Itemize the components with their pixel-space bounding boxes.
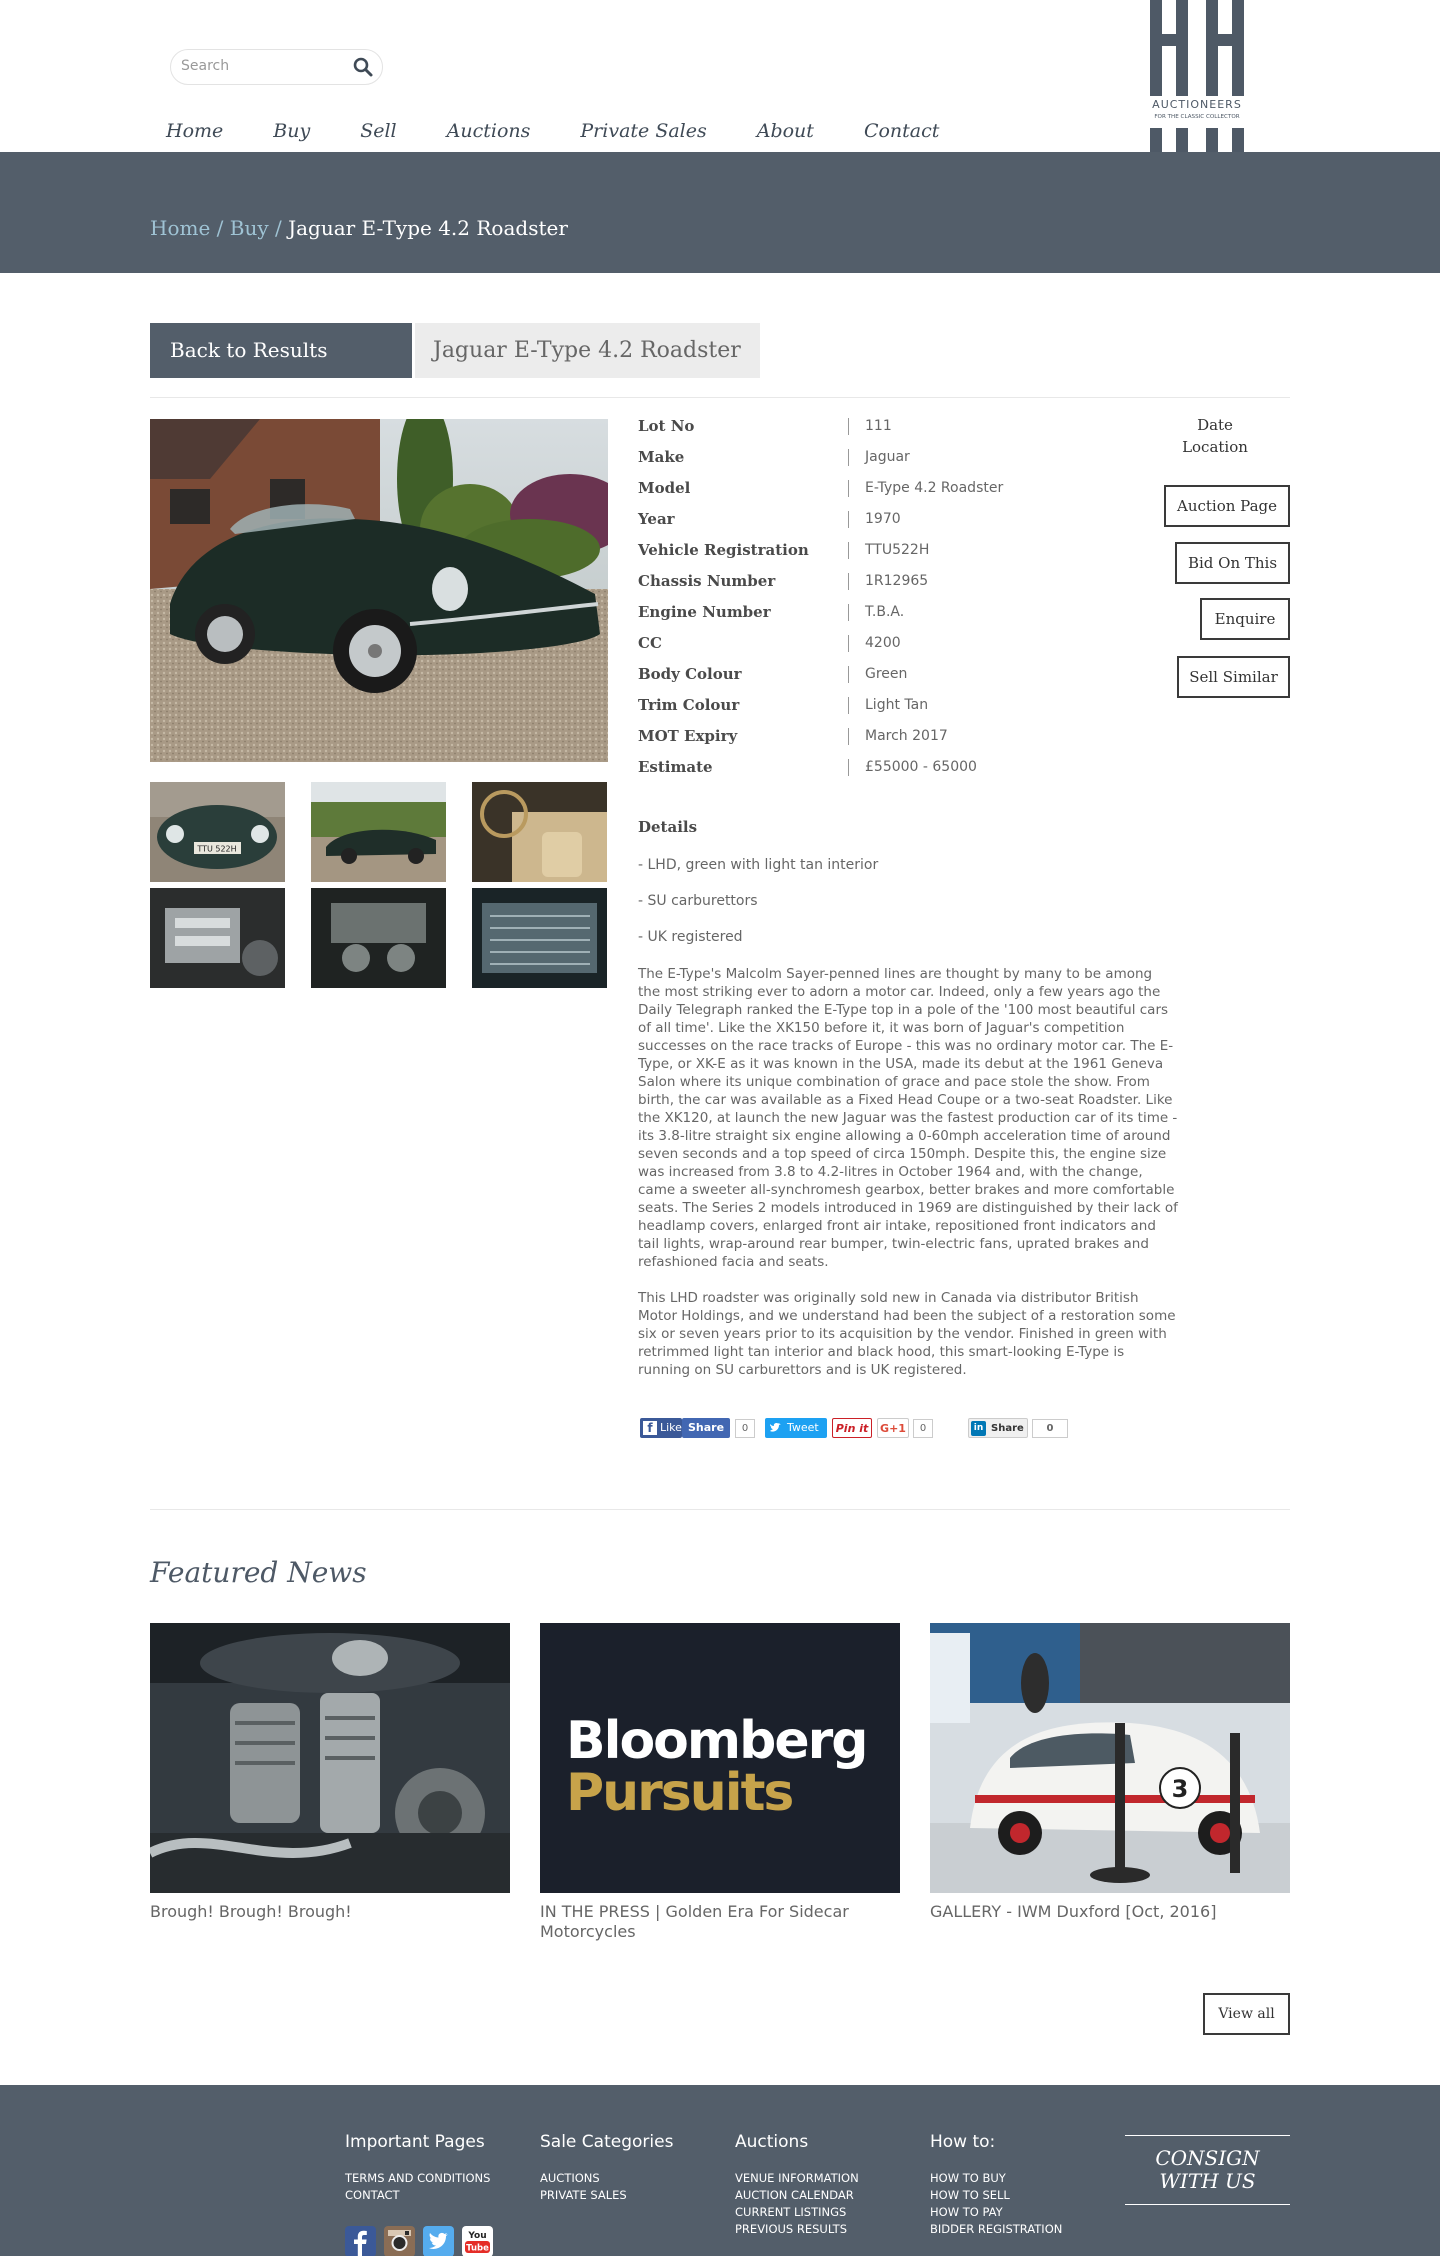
footer-col-title: Sale Categories [540, 2132, 674, 2152]
thumbnail-documents[interactable] [472, 888, 607, 988]
spec-value: £55000 - 65000 [865, 759, 977, 775]
spec-row-make [638, 448, 1058, 479]
footer-col-sale-categories [540, 2132, 673, 2204]
news-caption[interactable]: GALLERY - IWM Duxford [Oct, 2016] [930, 1902, 1217, 1921]
back-to-results-button[interactable]: Back to Results [150, 323, 412, 378]
spec-label: Year [638, 510, 675, 528]
footer-link[interactable]: BIDDER REGISTRATION [930, 2222, 1063, 2236]
search-box [170, 49, 383, 85]
news-caption[interactable]: IN THE PRESS | Golden Era For Sidecar Motorcycles [540, 1902, 849, 1941]
spec-value: 1R12965 [865, 573, 929, 589]
footer-link[interactable]: HOW TO BUY [930, 2171, 1006, 2185]
footer-link[interactable]: PREVIOUS RESULTS [735, 2222, 847, 2236]
nav-about[interactable]: About [756, 120, 814, 142]
like-label: Like [660, 1421, 682, 1434]
thumbnail-image [311, 888, 446, 988]
spec-row-year [638, 510, 1058, 541]
thumbnail-image [472, 782, 607, 882]
spec-label: Chassis Number [638, 572, 776, 590]
nav-private-sales[interactable]: Private Sales [580, 120, 707, 142]
linkedin-share-button[interactable] [968, 1418, 1028, 1438]
spec-label: Model [638, 479, 691, 497]
instagram-icon[interactable] [384, 2226, 415, 2256]
lot-title: Jaguar E-Type 4.2 Roadster [415, 323, 760, 378]
spec-divider [848, 666, 849, 683]
date-location [1160, 414, 1270, 458]
porsche-gallery-photo [930, 1623, 1290, 1893]
spec-label: Engine Number [638, 603, 771, 621]
bloomberg-pursuits-logo [540, 1623, 900, 1893]
featured-news-heading: Featured News [150, 1556, 367, 1589]
spec-row-trim-colour [638, 696, 1058, 727]
footer-link[interactable]: AUCTIONS [540, 2171, 600, 2185]
spec-value: 1970 [865, 511, 901, 527]
spec-divider [848, 759, 849, 776]
pinterest-button[interactable]: Pin it [832, 1418, 872, 1438]
details-heading: Details [638, 818, 698, 836]
spec-divider [848, 635, 849, 652]
footer-link[interactable]: HOW TO PAY [930, 2205, 1003, 2219]
divider [150, 397, 1290, 398]
consign-line: WITH US [1159, 2169, 1256, 2193]
logo-name: AUCTIONEERS [1152, 98, 1242, 111]
facebook-icon[interactable] [345, 2226, 376, 2256]
car-number: 3 [1171, 1775, 1189, 1803]
thumbnail-engine[interactable] [311, 888, 446, 988]
spec-value: 111 [865, 418, 892, 434]
nav-sell[interactable]: Sell [360, 120, 397, 142]
main-photo[interactable] [150, 419, 608, 762]
footer-link[interactable]: AUCTION CALENDAR [735, 2188, 854, 2202]
tweet-label: Tweet [787, 1421, 819, 1434]
sell-similar-button[interactable]: Sell Similar [1177, 656, 1290, 698]
spec-row-model [638, 479, 1058, 510]
facebook-share-count: 0 [735, 1419, 755, 1438]
breadcrumb-band [0, 152, 1440, 273]
spec-value: March 2017 [865, 728, 948, 744]
spec-value: 4200 [865, 635, 901, 651]
thumbnail-image [472, 888, 607, 988]
breadcrumb [150, 216, 568, 240]
gplus-button[interactable]: G+1 [877, 1418, 909, 1438]
site-footer [0, 2085, 1440, 2256]
spec-row-cc [638, 634, 1058, 665]
car-photo [150, 419, 608, 762]
youtube-tube: Tube [466, 2243, 489, 2254]
breadcrumb-buy[interactable]: Buy [229, 216, 269, 240]
spec-row-lot-no [638, 417, 1058, 448]
details-paragraph: The E-Type's Malcolm Sayer-penned lines are thought by many to be among the most striking ever to adorn a motor car. Indeed, only a few years ago the Daily Telegraph ranked the E-Type top in a pole of the '100 most beautiful cars of all time'. Like the XK150 before it, it was born of Jaguar's competition successes on the race tracks of Europe - this was no ordinary motor car. The E-Type, or XK-E as it was known in the USA, made its debut at the 1961 Geneva Salon where its unique combination of grace and pace stole the show. From birth, the car was available as a Fixed Head Coupe or a two-seat Roadster. Like the XK120, at launch the new Jaguar was the fastest production car of its time - its 3.8-litre straight six engine allowing a 0-60mph acceleration time of around seven seconds and a top speed of circa 150mph. Despite this, the engine size was increased from 3.8 to 4.2-litres in October 1964 and, with the change, came a sweeter all-synchromesh gearbox, better brakes and more comfortable seats. The Series 2 models introduced in 1969 are distinguished by their lack of headlamp covers, enlarged front air intake, repositioned front indicators and tail lights, wrap-around rear bumper, twin-electric fans, uprated brakes and refashioned facia and seats. [638, 966, 1178, 1270]
location-label: Location [1182, 438, 1248, 456]
spec-label: CC [638, 634, 662, 652]
logo-line-1: Bloomberg [566, 1711, 867, 1771]
footer-col-auctions [735, 2132, 859, 2238]
spec-divider [848, 480, 849, 497]
spec-divider [848, 449, 849, 466]
linkedin-share-label: Share [991, 1423, 1024, 1434]
youtube-icon[interactable] [462, 2226, 493, 2256]
footer-link[interactable]: VENUE INFORMATION [735, 2171, 859, 2185]
spec-value: E-Type 4.2 Roadster [865, 480, 1004, 496]
motorcycle-engine-photo [150, 1623, 510, 1893]
divider [150, 1509, 1290, 1510]
facebook-icon: f [643, 1421, 657, 1435]
date-label: Date [1197, 416, 1233, 434]
spec-divider [848, 542, 849, 559]
main-nav [166, 120, 989, 150]
spec-row-estimate [638, 758, 1058, 789]
twitter-icon [770, 1423, 781, 1433]
news-caption[interactable]: Brough! Brough! Brough! [150, 1902, 352, 1921]
nav-buy[interactable]: Buy [273, 120, 311, 142]
footer-link[interactable]: HOW TO SELL [930, 2188, 1010, 2202]
linkedin-count: 0 [1032, 1419, 1068, 1438]
spec-label: Body Colour [638, 665, 742, 683]
consign-with-us-link[interactable] [1125, 2135, 1290, 2205]
nav-home[interactable]: Home [166, 120, 224, 142]
logo-line-2: Pursuits [566, 1763, 793, 1823]
details-bullet: - UK registered [638, 929, 743, 945]
details-bullet: - LHD, green with light tan interior [638, 857, 879, 873]
spec-value: Green [865, 666, 908, 682]
breadcrumb-home[interactable]: Home [150, 216, 211, 240]
thumbnail-front[interactable] [150, 782, 285, 882]
footer-col-important-pages [345, 2132, 490, 2204]
search-icon[interactable] [352, 56, 374, 78]
consign-line: CONSIGN [1155, 2146, 1260, 2170]
logo-and: AND [1188, 59, 1206, 68]
youtube-you: You [468, 2231, 487, 2241]
nav-contact[interactable]: Contact [863, 120, 940, 142]
spec-label: Vehicle Registration [638, 541, 809, 559]
spec-value: T.B.A. [865, 604, 905, 620]
footer-link[interactable]: TERMS AND CONDITIONS [345, 2171, 491, 2185]
search-input[interactable] [181, 58, 341, 74]
footer-link[interactable]: CURRENT LISTINGS [735, 2205, 847, 2219]
thumbnail-interior[interactable] [472, 782, 607, 882]
auction-page-button[interactable]: Auction Page [1164, 485, 1290, 527]
details-paragraph: This LHD roadster was originally sold new in Canada via distributor British Motor Holdings, and we understand had been the subject of a restoration some six or seven years prior to its acquisition by the vendor. Finished in green with retrimmed light tan interior and black hood, this smart-looking E-Type is running on SU carburettors and is UK registered. [638, 1290, 1176, 1378]
spec-divider [848, 604, 849, 621]
spec-divider [848, 573, 849, 590]
twitter-icon[interactable] [423, 2226, 454, 2256]
spec-divider [848, 728, 849, 745]
spec-row-registration [638, 541, 1058, 572]
enquire-button[interactable]: Enquire [1200, 598, 1290, 640]
spec-label: Trim Colour [638, 696, 740, 714]
site-header [0, 0, 1440, 152]
spec-label: MOT Expiry [638, 727, 738, 745]
spec-value: Light Tan [865, 697, 929, 713]
linkedin-icon: in [971, 1421, 986, 1436]
gplus-count: 0 [913, 1419, 933, 1438]
nav-auctions[interactable]: Auctions [446, 120, 531, 142]
spec-divider [848, 418, 849, 435]
spec-row-mot-expiry [638, 727, 1058, 758]
logo-tagline: FOR THE CLASSIC COLLECTOR [1154, 114, 1240, 120]
thumbnail-image [150, 888, 285, 988]
spec-value: Jaguar [865, 449, 910, 465]
news-image-bloomberg[interactable] [540, 1623, 900, 1893]
spec-row-engine [638, 603, 1058, 634]
bid-on-this-button[interactable]: Bid On This [1175, 542, 1290, 584]
thumbnail-side[interactable] [311, 782, 446, 882]
details-bullet: - SU carburettors [638, 893, 758, 909]
breadcrumb-sep: / [268, 216, 289, 240]
footer-col-how-to [930, 2132, 1062, 2238]
tweet-button[interactable] [765, 1418, 827, 1438]
spec-row-body-colour [638, 665, 1058, 696]
spec-label: Estimate [638, 758, 713, 776]
spec-label: Make [638, 448, 685, 466]
site-logo[interactable] [1138, 0, 1256, 152]
breadcrumb-current: Jaguar E-Type 4.2 Roadster [288, 216, 568, 240]
footer-link[interactable]: CONTACT [345, 2188, 400, 2202]
news-image-gallery[interactable] [930, 1623, 1290, 1893]
footer-col-title: Important Pages [345, 2132, 485, 2152]
footer-col-title: Auctions [735, 2132, 809, 2152]
spec-label: Lot No [638, 417, 695, 435]
view-all-button[interactable]: View all [1203, 1993, 1290, 2035]
facebook-share-button[interactable]: Share [682, 1418, 730, 1438]
spec-value: TTU522H [865, 542, 930, 558]
news-image-motorcycle[interactable] [150, 1623, 510, 1893]
spec-row-chassis [638, 572, 1058, 603]
thumbnail-engine-bay[interactable] [150, 888, 285, 988]
footer-col-title: How to: [930, 2132, 996, 2152]
breadcrumb-sep: / [210, 216, 230, 240]
plate-text: TTU 522H [197, 844, 237, 854]
spec-divider [848, 697, 849, 714]
thumbnail-image [311, 782, 446, 882]
thumbnail-image [150, 782, 285, 882]
spec-divider [848, 511, 849, 528]
facebook-like-button[interactable] [640, 1418, 682, 1438]
footer-link[interactable]: PRIVATE SALES [540, 2188, 627, 2202]
